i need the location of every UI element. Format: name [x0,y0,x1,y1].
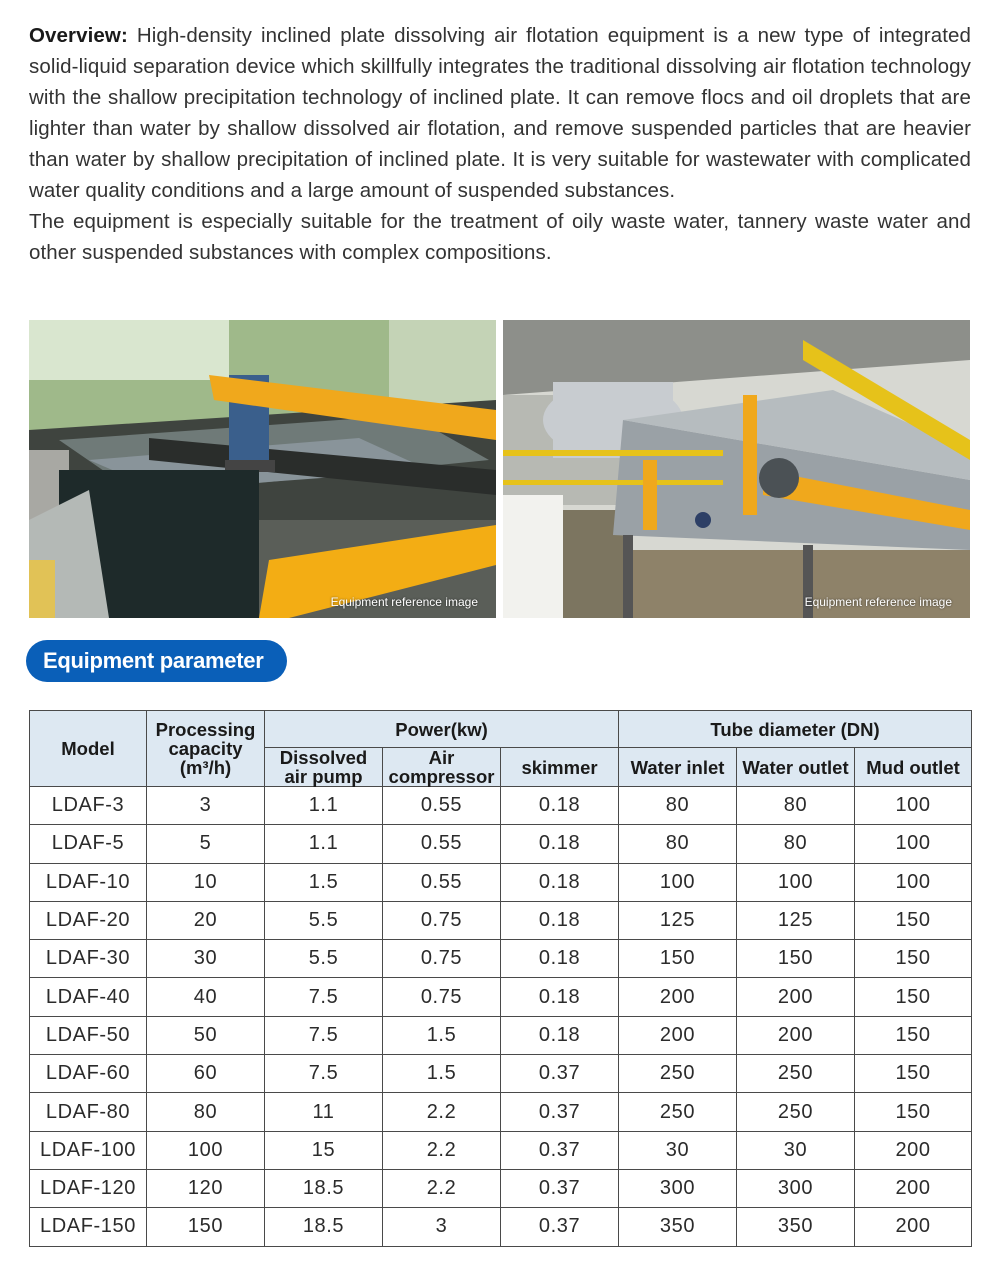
cell-air-compressor: 0.75 [383,978,501,1016]
cell-water-outlet: 250 [737,1055,855,1093]
cell-water-inlet: 150 [619,940,737,978]
cell-model: LDAF-10 [30,863,147,901]
cell-water-inlet: 200 [619,978,737,1016]
cell-skimmer: 0.18 [501,787,619,825]
table-row [30,1055,972,1093]
cell-air-compressor: 1.5 [383,1016,501,1054]
overview-paragraph-1 [29,20,971,206]
cell-water-inlet: 300 [619,1169,737,1207]
cell-dissolved-air-pump: 1.5 [265,863,383,901]
cell-water-inlet: 30 [619,1131,737,1169]
cell-water-outlet: 300 [737,1169,855,1207]
cell-water-inlet: 200 [619,1016,737,1054]
header-capacity-line-2: capacity [168,738,243,759]
cell-dissolved-air-pump: 1.1 [265,787,383,825]
section-title-equipment-parameter: Equipment parameter [26,640,287,682]
table-header-row-1 [30,711,972,748]
cell-dissolved-air-pump: 5.5 [265,940,383,978]
header-dissolved-line-2: air pump [284,766,363,787]
cell-model: LDAF-80 [30,1093,147,1131]
cell-capacity: 80 [147,1093,265,1131]
table-body [30,787,972,1247]
cell-mud-outlet: 200 [855,1131,972,1169]
cell-capacity: 150 [147,1208,265,1246]
cell-air-compressor: 3 [383,1208,501,1246]
cell-air-compressor: 0.55 [383,825,501,863]
cell-capacity: 50 [147,1016,265,1054]
cell-water-inlet: 80 [619,825,737,863]
cell-air-compressor: 0.55 [383,863,501,901]
header-capacity-line-1: Processing [155,719,256,740]
cell-model: LDAF-5 [30,825,147,863]
cell-dissolved-air-pump: 1.1 [265,825,383,863]
cell-air-compressor: 0.75 [383,901,501,939]
cell-mud-outlet: 150 [855,978,972,1016]
cell-mud-outlet: 150 [855,1093,972,1131]
cell-mud-outlet: 200 [855,1208,972,1246]
header-dissolved-air-pump [265,748,383,787]
table-row [30,1169,972,1207]
header-tube-diameter-group: Tube diameter (DN) [619,711,972,748]
cell-air-compressor: 0.55 [383,787,501,825]
cell-mud-outlet: 150 [855,940,972,978]
header-mud-outlet: Mud outlet [855,748,972,787]
cell-model: LDAF-30 [30,940,147,978]
cell-water-inlet: 250 [619,1093,737,1131]
cell-water-outlet: 80 [737,825,855,863]
equipment-photo-left [29,320,496,618]
cell-capacity: 60 [147,1055,265,1093]
cell-air-compressor: 1.5 [383,1055,501,1093]
table-row [30,863,972,901]
header-air-compressor [383,748,501,787]
table-row [30,1093,972,1131]
cell-water-outlet: 30 [737,1131,855,1169]
cell-skimmer: 0.18 [501,825,619,863]
overview-body: High-density inclined plate dissolving air flotation equipment is a new type of integrated solid-liquid separation device which skillfully integrates the traditional dissolving air flotation technology with the shallow precipitation technology of inclined plate. It can remove flocs and oil droplets that are lighter than water by shallow dissolved air flotation, and remove suspended particles that are heavier than water by shallow precipitation of inclined plate. It is very suitable for wastewater with complicated water quality conditions and a large amount of suspended substances. [29,24,972,202]
equipment-parameter-table [29,710,972,1247]
header-water-outlet: Water outlet [737,748,855,787]
cell-water-inlet: 100 [619,863,737,901]
overview-text [29,20,971,268]
header-compressor-line-2: compressor [388,766,495,787]
photo-right-caption: Equipment reference image [804,595,952,609]
cell-mud-outlet: 100 [855,787,972,825]
cell-air-compressor: 0.75 [383,940,501,978]
cell-capacity: 5 [147,825,265,863]
table-row [30,787,972,825]
cell-capacity: 40 [147,978,265,1016]
cell-water-inlet: 350 [619,1208,737,1246]
cell-skimmer: 0.37 [501,1093,619,1131]
header-model: Model [30,711,147,787]
table-row [30,1208,972,1246]
cell-skimmer: 0.18 [501,901,619,939]
cell-mud-outlet: 150 [855,1055,972,1093]
cell-skimmer: 0.18 [501,863,619,901]
cell-water-outlet: 100 [737,863,855,901]
cell-water-outlet: 125 [737,901,855,939]
cell-capacity: 100 [147,1131,265,1169]
cell-model: LDAF-120 [30,1169,147,1207]
table-row [30,1016,972,1054]
cell-capacity: 3 [147,787,265,825]
cell-capacity: 30 [147,940,265,978]
cell-model: LDAF-150 [30,1208,147,1246]
cell-dissolved-air-pump: 7.5 [265,1016,383,1054]
cell-water-outlet: 80 [737,787,855,825]
cell-mud-outlet: 200 [855,1169,972,1207]
cell-water-outlet: 250 [737,1093,855,1131]
cell-capacity: 10 [147,863,265,901]
cell-skimmer: 0.18 [501,940,619,978]
cell-model: LDAF-50 [30,1016,147,1054]
cell-model: LDAF-100 [30,1131,147,1169]
cell-dissolved-air-pump: 11 [265,1093,383,1131]
header-capacity-unit: (m³/h) [179,757,232,778]
cell-skimmer: 0.18 [501,978,619,1016]
cell-model: LDAF-60 [30,1055,147,1093]
cell-water-inlet: 80 [619,787,737,825]
cell-mud-outlet: 150 [855,901,972,939]
cell-skimmer: 0.37 [501,1055,619,1093]
table-row [30,1131,972,1169]
overview-label: Overview: [29,24,128,47]
cell-water-inlet: 125 [619,901,737,939]
cell-water-outlet: 350 [737,1208,855,1246]
cell-dissolved-air-pump: 15 [265,1131,383,1169]
flotation-unit-illustration [503,320,970,618]
header-dissolved-line-1: Dissolved [279,747,368,768]
cell-air-compressor: 2.2 [383,1169,501,1207]
cell-air-compressor: 2.2 [383,1093,501,1131]
photo-left-caption: Equipment reference image [330,595,478,609]
cell-water-inlet: 250 [619,1055,737,1093]
cell-water-outlet: 200 [737,1016,855,1054]
table-row [30,901,972,939]
header-processing-capacity [147,711,265,787]
cell-mud-outlet: 100 [855,863,972,901]
cell-air-compressor: 2.2 [383,1131,501,1169]
cell-water-outlet: 150 [737,940,855,978]
table-row [30,978,972,1016]
flotation-tank-illustration [29,320,496,618]
table-row [30,825,972,863]
cell-skimmer: 0.37 [501,1169,619,1207]
cell-skimmer: 0.37 [501,1208,619,1246]
cell-dissolved-air-pump: 5.5 [265,901,383,939]
overview-paragraph-2: The equipment is especially suitable for the treatment of oily waste water, tannery waste water and other suspended substances with complex compositions. [29,210,971,264]
cell-water-outlet: 200 [737,978,855,1016]
equipment-photo-right [503,320,970,618]
header-power-group: Power(kw) [265,711,619,748]
cell-dissolved-air-pump: 18.5 [265,1169,383,1207]
cell-model: LDAF-40 [30,978,147,1016]
table-row [30,940,972,978]
cell-dissolved-air-pump: 18.5 [265,1208,383,1246]
header-compressor-line-1: Air [428,747,455,768]
cell-skimmer: 0.37 [501,1131,619,1169]
header-water-inlet: Water inlet [619,748,737,787]
cell-capacity: 120 [147,1169,265,1207]
cell-dissolved-air-pump: 7.5 [265,978,383,1016]
cell-model: LDAF-20 [30,901,147,939]
cell-mud-outlet: 100 [855,825,972,863]
cell-model: LDAF-3 [30,787,147,825]
cell-capacity: 20 [147,901,265,939]
cell-dissolved-air-pump: 7.5 [265,1055,383,1093]
cell-mud-outlet: 150 [855,1016,972,1054]
cell-skimmer: 0.18 [501,1016,619,1054]
header-skimmer: skimmer [501,748,619,787]
